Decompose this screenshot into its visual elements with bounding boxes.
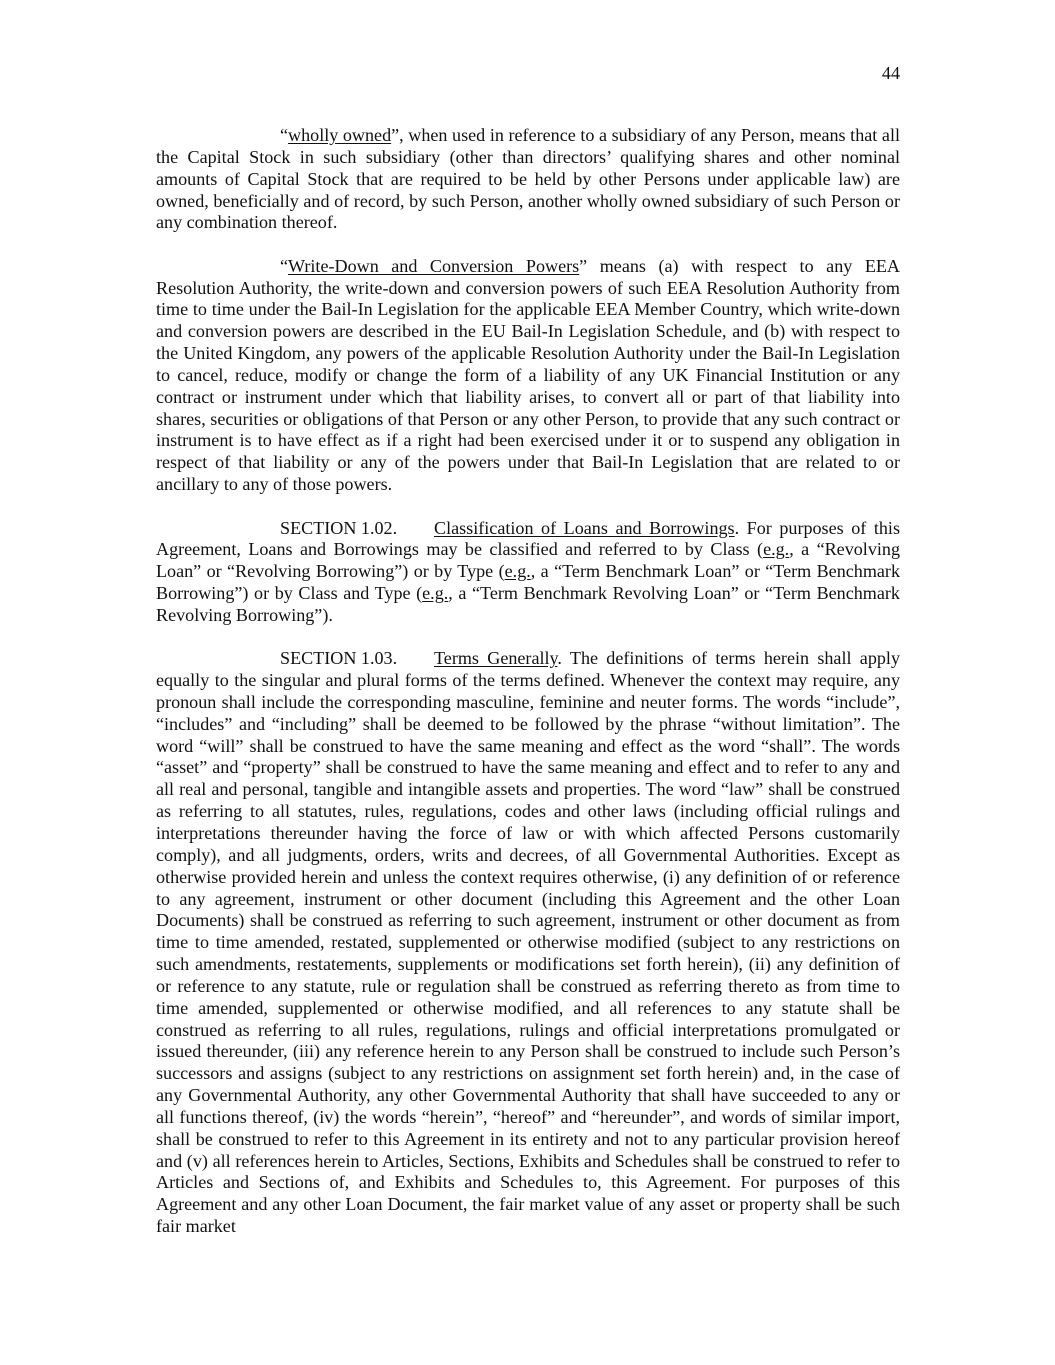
definition-text: ” means (a) with respect to any EEA Resolution Authority, the write-down and conversion powers of such EEA Resolution Authority from time to time under the Bail-In Legislation for the applicable EEA Member Country, which write-down and conversion powers are described in the EU Bail-In Legislation Schedule, and (b) with respect to the United Kingdom, any powers of the applicable Resolution Authority under the Bail-In Legislation to cancel, reduce, modify or change the form of a liability of any UK Financial Institution or any contract or instrument under which that liability arises, to convert all or part of that liability into shares, securities or obligations of that Person or any other Person, to provide that any such contract or instrument is to have effect as if a right had been exercised under it or to suspend any obligation in respect of that liability or any of the powers under that Bail-In Legislation that are related to or ancillary to any of those powers.: [156, 255, 900, 495]
section-title: Terms Generally: [434, 648, 558, 669]
definition-wholly-owned: [156, 125, 900, 234]
definition-write-down-powers: [156, 256, 900, 496]
defined-term: Write-Down and Conversion Powers: [288, 255, 580, 276]
section-1-02: [156, 518, 900, 627]
definition-text: ”, when used in reference to a subsidiary of any Person, means that all the Capital Stock in such subsidiary (other than directors’ qualifying shares and other nominal amounts of Capital Stock that are required to be held by other Persons under applicable law) are owned, beneficially and of record, by such Person, another wholly owned subsidiary of such Person or any combination thereof.: [156, 125, 900, 233]
section-text: . For purposes of this Agreement, Loans and Borrowings may be classified and referred to by Class (: [156, 517, 900, 560]
section-1-03: [156, 648, 900, 1238]
section-text: , a “Term Benchmark Loan” or “Term Benchmark Borrowing”) or by Class and Type (: [156, 561, 900, 604]
eg-abbrev: e.g.: [422, 583, 449, 604]
page-number: 44: [881, 63, 900, 83]
eg-abbrev: e.g.: [763, 539, 790, 560]
open-quote: “: [280, 255, 289, 276]
section-text: , a “Term Benchmark Revolving Loan” or “Term Benchmark Revolving Borrowing”).: [156, 583, 900, 625]
open-quote: “: [280, 125, 289, 145]
document-body: [156, 125, 900, 1260]
section-number: SECTION 1.03.: [280, 648, 398, 669]
section-number: SECTION 1.02.: [280, 517, 398, 538]
eg-abbrev: e.g.: [504, 561, 531, 582]
section-text: , a “Revolving Loan” or “Revolving Borrowing”) or by Type (: [156, 539, 900, 582]
section-title: Classification of Loans and Borrowings: [434, 517, 735, 538]
defined-term: wholly owned: [288, 125, 392, 145]
section-text: . The definitions of terms herein shall apply equally to the singular and plural forms of the terms defined. Whenever the context may require, any pronoun shall include the corresponding masculine, feminine and neuter forms. The words “include”, “includes” and “including” shall be deemed to be followed by the phrase “without limitation”. The word “will” shall be construed to have the same meaning and effect as the word “shall”. The words “asset” and “property” shall be construed to have the same meaning and effect and to refer to any and all real and personal, tangible and intangible assets and properties. The word “law” shall be construed as referring to all statutes, rules, regulations, codes and other laws (including official rulings and interpretations thereunder having the force of law or with which affected Persons customarily comply), and all judgments, orders, writs and decrees, of all Governmental Authorities. Except as otherwise provided herein and unless the context requires otherwise, (i) any definition of or reference to any agreement, instrument or other document (including this Agreement and the other Loan Documents) shall be construed as referring to such agreement, instrument or other document as from time to time amended, restated, supplemented or otherwise modified (subject to any restrictions on such amendments, restatements, supplements or modifications set forth herein), (ii) any definition of or reference to any statute, rule or regulation shall be construed as referring thereto as from time to time amended, supplemented or otherwise modified, and all references to any statute shall be construed as referring to all rules, regulations, rulings and official interpretations promulgated or issued thereunder, (iii) any reference herein to any Person shall be construed to include such Person’s successors and assigns (subject to any restrictions on assignment set forth herein) and, in the case of any Governmental Authority, any other Governmental Authority that shall have succeeded to any or all functions thereof, (iv) the words “herein”, “hereof” and “hereunder”, and words of similar import, shall be construed to refer to this Agreement in its entirety and not to any particular provision hereof and (v) all references herein to Articles, Sections, Exhibits and Schedules shall be construed to refer to Articles and Sections of, and Exhibits and Schedules to, this Agreement. For purposes of this Agreement and any other Loan Document, the fair market value of any asset or property shall be such fair market: [156, 648, 900, 1237]
